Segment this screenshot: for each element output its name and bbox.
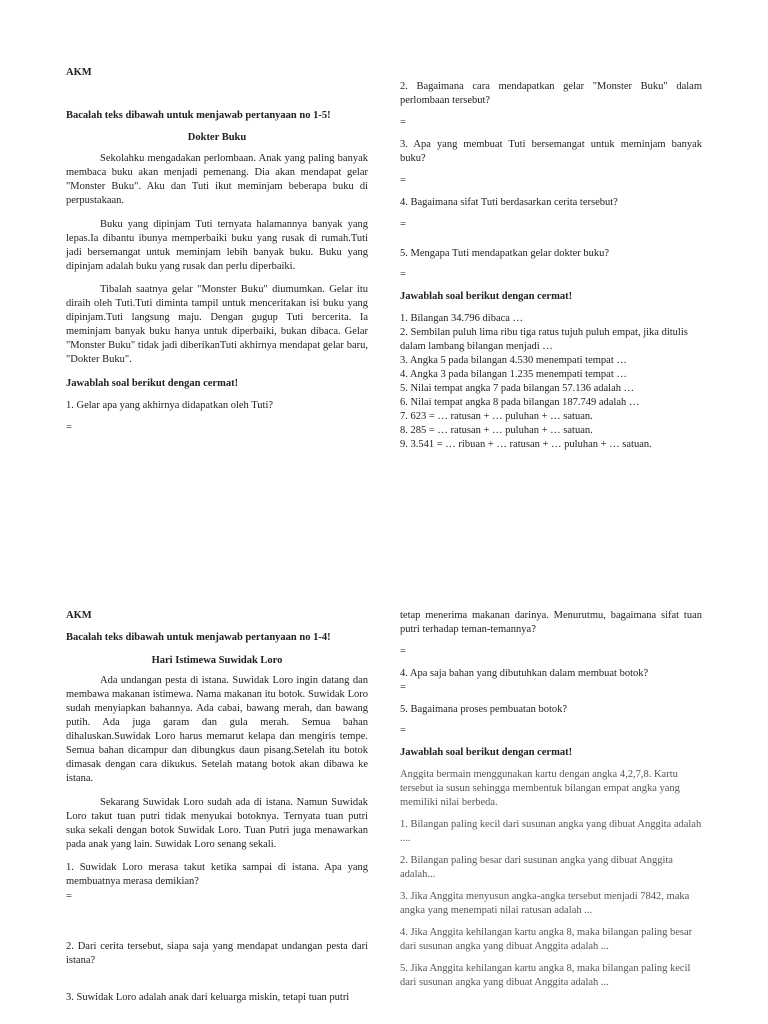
page2-answer-1: =: [66, 891, 72, 902]
page2-answer-4: =: [400, 682, 406, 693]
page2-section-heading: Jawablah soal berikut dengan cermat!: [400, 747, 573, 758]
page2-question-1: 1. Suwidak Loro merasa takut ketika sampai di istana. Apa yang membuatnya merasa demikian?: [66, 862, 368, 887]
page2-answer-5: =: [400, 725, 406, 736]
page2-paragraph-2: Sekarang Suwidak Loro sudah ada di istana. Namun Suwidak Loro takut tuan putri tidak menyukai botoknya. Ternyata tuan putri suka sekali dengan botok Suwidak Loro. Tuan Putri juga menawarkan pada anak yang lain. Suwidak Loro senang sekali.: [66, 797, 368, 850]
page2-list-item-3: 3. Jika Anggita menyusun angka-angka tersebut menjadi 7842, maka angka yang menempati nilai ratusan adalah ...: [400, 891, 690, 916]
list-item: 6. Nilai tempat angka 8 pada bilangan 187.749 adalah …: [400, 397, 640, 408]
page2-question-4: 4. Apa saja bahan yang dibutuhkan dalam membuat botok?: [400, 668, 649, 679]
page2-list-item-1: 1. Bilangan paling kecil dari susunan angka yang dibuat Anggita adalah ....: [400, 819, 702, 844]
list-item: 2. Sembilan puluh lima ribu tiga ratus tujuh puluh empat, jika ditulis dalam lambang bilangan menjadi …: [400, 327, 688, 352]
page1-question-5: 5. Mengapa Tuti mendapatkan gelar dokter buku?: [400, 248, 610, 259]
page2-question-2: 2. Dari cerita tersebut, siapa saja yang mendapat undangan pesta dari istana?: [66, 941, 368, 966]
list-item: 4. Angka 3 pada bilangan 1.235 menempati tempat …: [400, 369, 627, 380]
list-item: 1. Bilangan 34.796 dibaca …: [400, 313, 524, 324]
page2-list-item-2: 2. Bilangan paling besar dari susunan angka yang dibuat Anggita adalah...: [400, 855, 673, 880]
page2-answer-3: =: [400, 646, 406, 657]
page2-question-3-continued: tetap menerima makanan darinya. Menurutmu, bagaimana sifat tuan putri terhadap teman-temannya?: [400, 610, 702, 635]
page1-question-1: 1. Gelar apa yang akhirnya didapatkan oleh Tuti?: [66, 400, 274, 411]
page1-answer-4: =: [400, 219, 406, 230]
page1-section-heading-2: Jawablah soal berikut dengan cermat!: [400, 291, 573, 302]
page1-story-title: Dokter Buku: [187, 132, 247, 143]
page2-story-title: Hari Istimewa Suwidak Loro: [151, 655, 283, 666]
page1-section-heading: Jawablah soal berikut dengan cermat!: [66, 378, 239, 389]
page2-instruction: Bacalah teks dibawah untuk menjawab pertanyaan no 1-4!: [66, 632, 331, 643]
page1-answer-2: =: [400, 117, 406, 128]
list-item: 8. 285 = … ratusan + … puluhan + … satuan.: [400, 425, 593, 436]
page1-answer-1: =: [66, 422, 72, 433]
page2-intro: Anggita bermain menggunakan kartu dengan angka 4,2,7,8. Kartu tersebut ia susun sehingga membentuk bilangan empat angka yang memiliki nilai berbeda.: [400, 769, 680, 808]
page1-paragraph-1: Sekolahku mengadakan perlombaan. Anak yang paling banyak membaca buku akan menjadi pemenang. Dia akan mendapat gelar "Monster Buku". Aku dan Tuti ikut meminjam beberapa buku di perpustakaan.: [66, 153, 368, 206]
page1-paragraph-3: Tibalah saatnya gelar "Monster Buku" diumumkan. Gelar itu diraih oleh Tuti.Tuti diminta tampil untuk menceritakan isi buku yang dipinjam.Tuti langsung maju. Dengan gugup Tuti bercerita. Ia meminjam banyak buku hanya untuk diperbaiki, bukan dibaca. Gelar "Monster Buku" tidak jadi diberikanTuti akhirnya mendapat gelar baru, "Dokter Buku".: [66, 284, 368, 365]
list-item: 3. Angka 5 pada bilangan 4.530 menempati tempat …: [400, 355, 627, 366]
page1-paragraph-2: Buku yang dipinjam Tuti ternyata halamannya banyak yang lepas.Ia dibantu ibunya memperbaiki buku yang rusak di rumah.Tuti jadi bersemangat untuk meminjam lebih banyak buku. Buku yang dipinjam adalah buku yang rusak dan perlu diperbaiki.: [66, 219, 368, 272]
list-item: 5. Nilai tempat angka 7 pada bilangan 57.136 adalah …: [400, 383, 635, 394]
page2-question-3: 3. Suwidak Loro adalah anak dari keluarga miskin, tetapi tuan putri: [66, 992, 350, 1003]
page1-question-4: 4. Bagaimana sifat Tuti berdasarkan cerita tersebut?: [400, 197, 618, 208]
page1-header: AKM: [66, 67, 92, 78]
page1-answer-5: =: [400, 269, 406, 280]
page1-instruction: Bacalah teks dibawah untuk menjawab pertanyaan no 1-5!: [66, 110, 331, 121]
page2-question-5: 5. Bagaimana proses pembuatan botok?: [400, 704, 568, 715]
page2-paragraph-1: Ada undangan pesta di istana. Suwidak Loro ingin datang dan membawa makanan istimewa. Nama makanan itu botok. Suwidak Loro sudah menyiapkan bahannya. Ada cabai, bawang merah, dan bawang putih. Ada juga garam dan gula merah. Semua bahan dihaluskan.Suwidak Loro harus memarut kelapa dan mengiris tempe. Semua bahan dicampur dan dibungkus daun pisang.Setelah itu botok dimasak dengan cara dikukus. Setelah matang botok akan dibawa ke istana.: [66, 675, 368, 784]
page1-answer-3: =: [400, 175, 406, 186]
page1-math-list: [400, 312, 702, 452]
page2-list-item-5: 5. Jika Anggita kehilangan kartu angka 8, maka bilangan paling kecil dari susunan angka yang dibuat Anggita adalah ...: [400, 963, 691, 988]
page2-list-item-4: 4. Jika Anggita kehilangan kartu angka 8, maka bilangan paling besar dari susunan angka yang dibuat Anggita adalah ...: [400, 927, 693, 952]
list-item: 9. 3.541 = … ribuan + … ratusan + … puluhan + … satuan.: [400, 439, 652, 450]
page1-question-2: 2. Bagaimana cara mendapatkan gelar "Monster Buku" dalam perlombaan tersebut?: [400, 81, 702, 106]
page1-question-3: 3. Apa yang membuat Tuti bersemangat untuk meminjam banyak buku?: [400, 139, 702, 164]
page2-header: AKM: [66, 610, 92, 621]
list-item: 7. 623 = … ratusan + … puluhan + … satuan.: [400, 411, 593, 422]
